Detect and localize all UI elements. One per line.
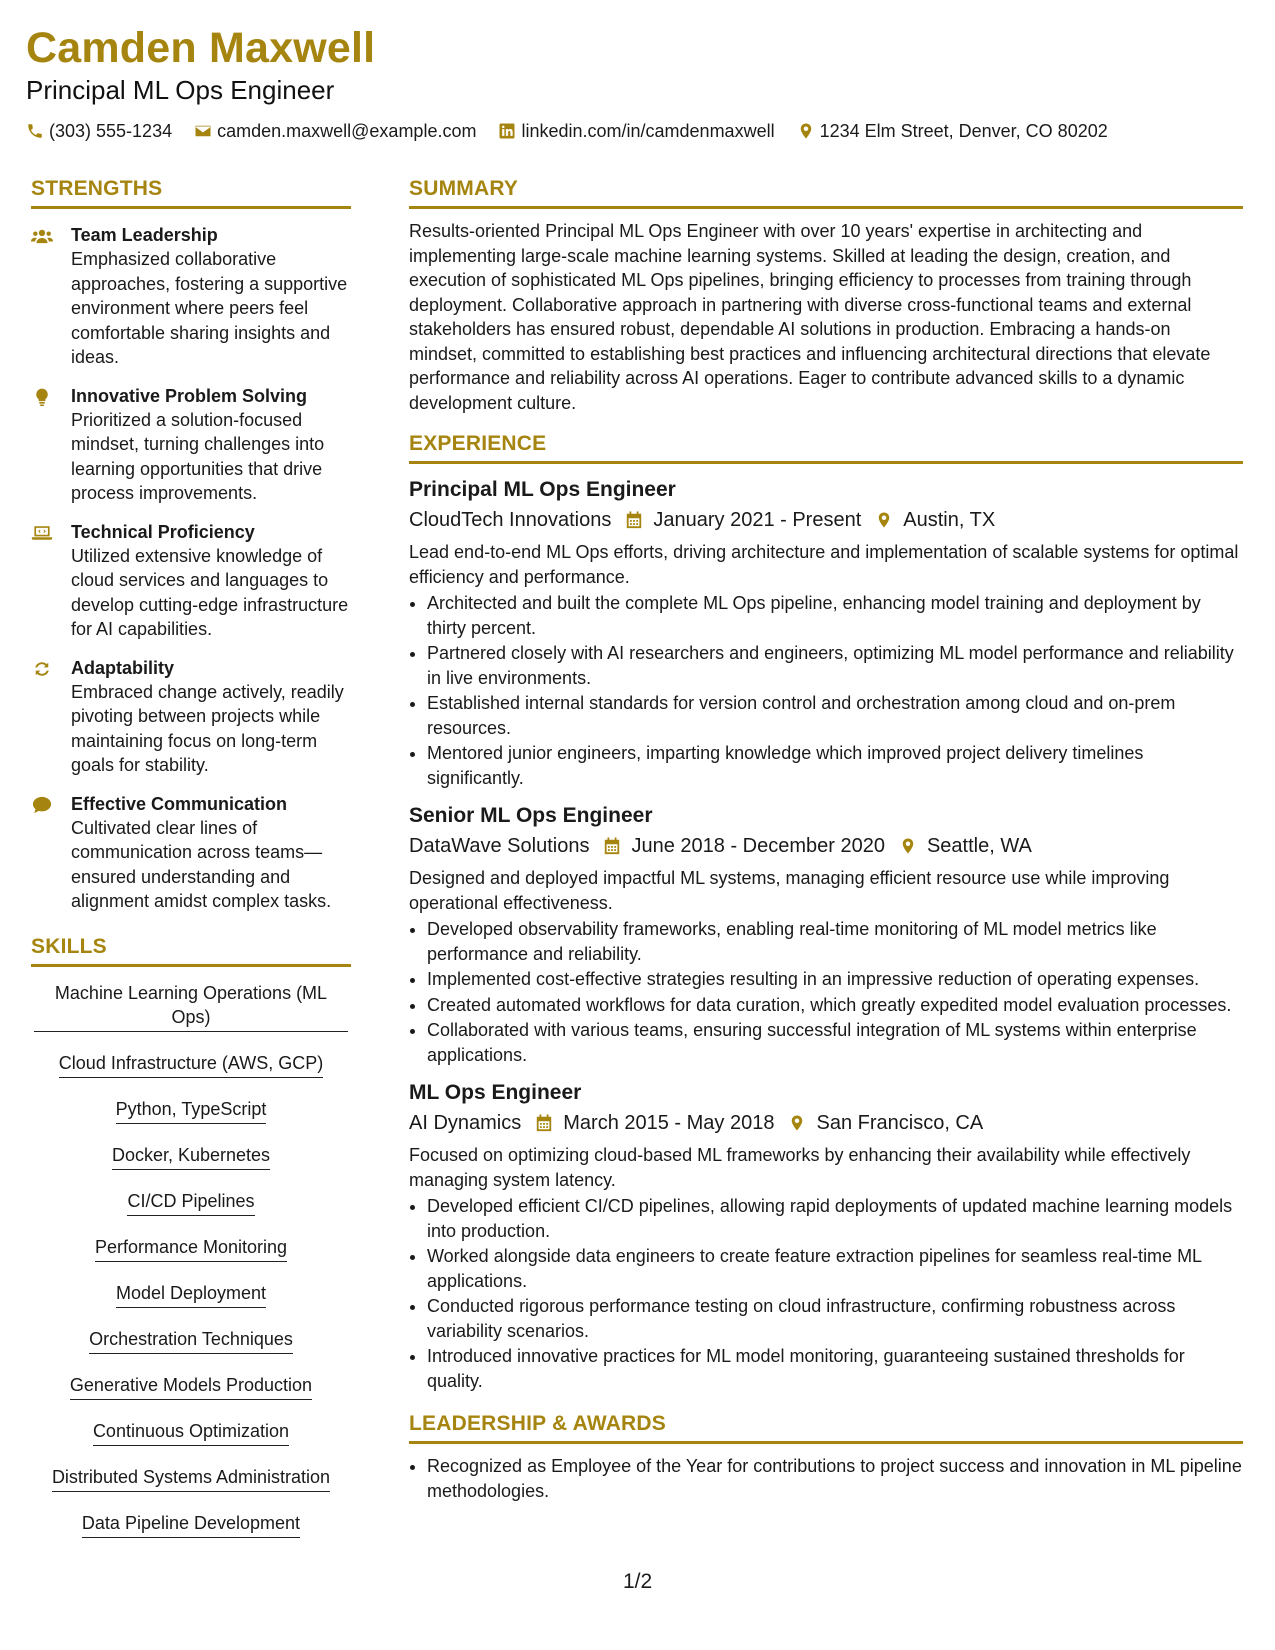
strength-item: [31, 520, 351, 642]
job-location: Seattle, WA: [926, 835, 1032, 857]
contact-address: [797, 120, 1108, 142]
job-meta: [409, 832, 1243, 860]
skill-item: Docker, Kubernetes: [112, 1143, 270, 1170]
page-number: 1/2: [623, 1570, 653, 1593]
skill-item: CI/CD Pipelines: [127, 1189, 254, 1216]
resume-header: [26, 22, 1251, 142]
strength-desc: Embraced change actively, readily pivoting between projects while maintaining focus on long-term goals for stability.: [71, 681, 344, 775]
job-bullets: [409, 1194, 1243, 1393]
skill-item: Orchestration Techniques: [89, 1327, 293, 1354]
skill-item: Python, TypeScript: [116, 1097, 267, 1124]
job-description: Focused on optimizing cloud-based ML frameworks by enhancing their availability while effectively managing system latency.: [409, 1145, 1191, 1190]
comment-icon: [31, 795, 53, 815]
map-marker-icon: [899, 836, 917, 856]
calendar-icon: [603, 836, 621, 856]
experience-section: [409, 431, 1243, 1393]
calendar-icon: [625, 510, 643, 530]
job-bullet: • Introduced innovative practices for ML model monitoring, guaranteeing sustained thresholds for quality.: [427, 1344, 1243, 1393]
map-marker-icon: [788, 1113, 806, 1133]
laptop-code-icon: [31, 523, 53, 543]
users-icon: [31, 226, 53, 246]
skill-item: Machine Learning Operations (ML Ops): [34, 981, 348, 1032]
job-bullet: • Established internal standards for version control and orchestration among cloud and on-prem resources.: [427, 691, 1243, 740]
phone-icon: [26, 122, 44, 140]
job-bullet: • Developed observability frameworks, enabling real-time monitoring of ML model metrics like performance and reliability.: [427, 917, 1243, 966]
calendar-icon: [535, 1113, 553, 1133]
experience-heading: EXPERIENCE: [409, 431, 1243, 464]
phone-text: (303) 555-1234: [49, 121, 173, 141]
job-bullet: • Implemented cost-effective strategies resulting in an impressive reduction of operating expenses.: [427, 967, 1243, 992]
skill-item: Performance Monitoring: [95, 1235, 287, 1262]
skill-item: Generative Models Production: [70, 1373, 312, 1400]
job-title: Principal ML Ops Engineer: [409, 478, 676, 501]
job-company: DataWave Solutions: [409, 835, 590, 857]
job-bullet: • Architected and built the complete ML Ops pipeline, enhancing model training and deployment by thirty percent.: [427, 591, 1243, 640]
linkedin-link[interactable]: linkedin.com/in/camdenmaxwell: [521, 121, 775, 141]
leadership-bullet: • Recognized as Employee of the Year for contributions to project success and innovation in ML pipeline methodologies.: [427, 1454, 1243, 1503]
job-title: ML Ops Engineer: [409, 1081, 582, 1104]
job-dates: January 2021 - Present: [653, 509, 862, 531]
job-entry: [409, 1079, 1243, 1393]
job-description: Lead end-to-end ML Ops efforts, driving architecture and implementation of scalable systems for optimal efficiency and performance.: [409, 542, 1239, 587]
job-bullet: • Developed efficient CI/CD pipelines, allowing rapid deployments of updated machine learning models into production.: [427, 1194, 1243, 1243]
contact-linkedin[interactable]: [498, 120, 774, 142]
skill-item: Continuous Optimization: [93, 1419, 289, 1446]
map-marker-icon: [875, 510, 893, 530]
skill-item: Cloud Infrastructure (AWS, GCP): [59, 1051, 323, 1078]
job-bullet: • Worked alongside data engineers to create feature extraction pipelines for seamless real-time ML applications.: [427, 1244, 1243, 1293]
job-bullet: • Conducted rigorous performance testing on cloud infrastructure, confirming robustness across variability scenarios.: [427, 1294, 1243, 1343]
strengths-heading: STRENGTHS: [31, 176, 351, 209]
skill-item: Model Deployment: [116, 1281, 266, 1308]
contact-phone: [26, 120, 172, 142]
strength-title: Adaptability: [71, 657, 175, 678]
skills-list: [31, 981, 351, 1557]
job-description: Designed and deployed impactful ML systems, managing efficient resource use while improving operational effectiveness.: [409, 868, 1170, 913]
job-bullets: [409, 591, 1243, 790]
envelope-icon: [194, 122, 212, 140]
address-text: 1234 Elm Street, Denver, CO 80202: [819, 121, 1108, 141]
strength-item: [31, 384, 351, 506]
strength-title: Innovative Problem Solving: [71, 385, 308, 406]
job-dates: June 2018 - December 2020: [631, 835, 885, 857]
strength-desc: Emphasized collaborative approaches, fostering a supportive environment where peers feel comfortable sharing insights and ideas.: [71, 249, 348, 367]
strength-item: [31, 223, 351, 370]
strength-title: Technical Proficiency: [71, 521, 255, 542]
contact-bar: [26, 120, 1251, 142]
lightbulb-icon: [31, 387, 53, 407]
job-bullet: • Mentored junior engineers, imparting knowledge which improved project delivery timelines significantly.: [427, 741, 1243, 790]
job-entry: [409, 802, 1243, 1067]
strength-item: [31, 656, 351, 778]
sync-icon: [31, 659, 53, 679]
contact-email[interactable]: [194, 120, 476, 142]
summary-heading: SUMMARY: [409, 176, 1243, 209]
strength-title: Team Leadership: [71, 225, 218, 245]
strengths-section: [31, 176, 351, 914]
job-bullets: [409, 917, 1243, 1067]
job-meta: [409, 506, 1243, 534]
candidate-name: Camden Maxwell: [26, 24, 376, 72]
leadership-section: [409, 1411, 1243, 1503]
job-title: Senior ML Ops Engineer: [409, 804, 653, 827]
strength-item: [31, 792, 351, 914]
leadership-heading: LEADERSHIP & AWARDS: [409, 1411, 1243, 1444]
skills-heading: SKILLS: [31, 934, 351, 967]
summary-text: Results-oriented Principal ML Ops Engineer with over 10 years' expertise in architecting and implementing large-scale machine learning systems. Skilled at leading the design, creation, and execution of sophisticated ML Ops pipelines, bringing efficiency to processes from training through deployment. Collaborative approach in partnering with diverse cross-functional teams and external stakeholders has ensured robust, dependable AI solutions in production. Embracing a hands-on mindset, committed to establishing best practices and influencing architectural directions that elevate performance and reliability across AI operations. Eager to contribute advanced skills to a dynamic development culture.: [409, 221, 1211, 413]
job-dates: March 2015 - May 2018: [563, 1112, 775, 1134]
linkedin-icon: [498, 122, 516, 140]
right-column: [409, 176, 1243, 1504]
leadership-bullets: [409, 1454, 1243, 1503]
email-link[interactable]: camden.maxwell@example.com: [217, 121, 477, 141]
job-location: San Francisco, CA: [816, 1112, 984, 1134]
strength-desc: Utilized extensive knowledge of cloud services and languages to develop cutting-edge infrastructure for AI capabilities.: [71, 545, 349, 639]
skill-item: Data Pipeline Development: [82, 1511, 300, 1538]
job-bullet: • Collaborated with various teams, ensuring successful integration of ML systems within enterprise applications.: [427, 1018, 1243, 1067]
job-bullet: • Created automated workflows for data curation, which greatly expedited model evaluation processes.: [427, 993, 1243, 1018]
strength-desc: Cultivated clear lines of communication across teams—ensured understanding and alignment amidst complex tasks.: [71, 817, 332, 911]
map-marker-icon: [797, 122, 815, 140]
job-company: CloudTech Innovations: [409, 509, 612, 531]
job-entry: [409, 476, 1243, 790]
strength-desc: Prioritized a solution-focused mindset, turning challenges into learning opportunities that drive process improvements.: [71, 409, 325, 503]
left-column: [31, 176, 351, 1557]
job-company: AI Dynamics: [409, 1112, 522, 1134]
job-meta: [409, 1109, 1243, 1137]
skill-item: Distributed Systems Administration: [52, 1465, 330, 1492]
skills-section: [31, 934, 351, 1557]
job-bullet: • Partnered closely with AI researchers and engineers, optimizing ML model performance and reliability in live environments.: [427, 641, 1243, 690]
strength-title: Effective Communication: [71, 793, 288, 814]
job-location: Austin, TX: [903, 509, 996, 531]
summary-section: [409, 176, 1243, 415]
candidate-role: Principal ML Ops Engineer: [26, 75, 335, 105]
